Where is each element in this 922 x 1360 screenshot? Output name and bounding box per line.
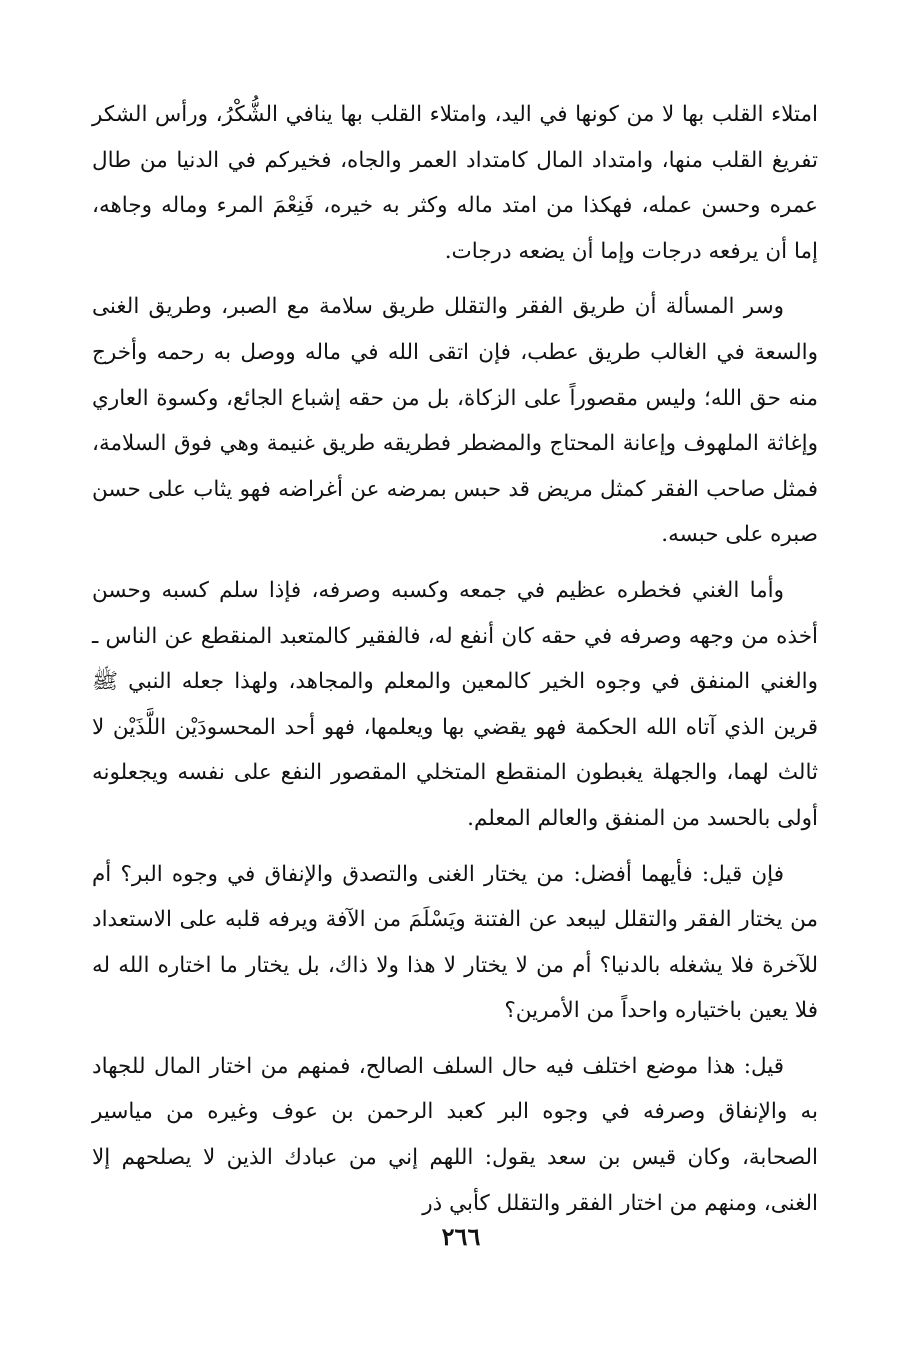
paragraph-3: وأما الغني فخطره عظيم في جمعه وكسبه وصرفه، فإذا سلم كسبه وحسن أخذه من وجهه وصرفه في حقه كان أنفع له، فالفقير كالمتعبد المنقطع عن الناس ـ والغني المنفق في وجوه الخير كالمعين والمعلم والمجاهد، ولهذا جعله النبي ﷺ قرين الذي آتاه الله الحكمة فهو يقضي بها ويعلمها، فهو أحد المحسودَيْن اللَّذَيْن لا ثالث لهما، والجهلة يغبطون المنقطع المتخلي المقصور النفع على نفسه ويجعلونه أولى بالحسد من المنفق والعالم المعلم.	[92, 577, 818, 831]
paragraph-4: فإن قيل: فأيهما أفضل: من يختار الغنى والتصدق والإنفاق في وجوه البر؟ أم من يختار الفقر والتقلل ليبعد عن الفتنة ويَسْلَمَ من الآفة ويرفه قلبه على الاستعداد للآخرة فلا يشغله بالدنيا؟ أم من لا يختار لا هذا ولا ذاك، بل يختار ما اختاره الله له فلا يعين باختياره واحداً من الأمرين؟	[92, 861, 818, 1024]
paragraph-2: وسر المسألة أن طريق الفقر والتقلل طريق سلامة مع الصبر، وطريق الغنى والسعة في الغالب طريق عطب، فإن اتقى الله في ماله ووصل به رحمه وأخرج منه حق الله؛ وليس مقصوراً على الزكاة، بل من حقه إشباع الجائع، وكسوة العاري وإغاثة الملهوف وإعانة المحتاج والمضطر فطريقه طريق غنيمة وهي فوق السلامة، فمثل صاحب الفقر كمثل مريض قد حبس بمرضه عن أغراضه فهو يثاب على حسن صبره على حبسه.	[92, 294, 818, 548]
paragraph-5: قيل: هذا موضع اختلف فيه حال السلف الصالح، فمنهم من اختار المال للجهاد به والإنفاق وصرفه في وجوه البر كعبد الرحمن بن عوف وغيره من مياسير الصحابة، وكان قيس بن سعد يقول: اللهم إني من عبادك الذين لا يصلحهم إلا الغنى، ومنهم من اختار الفقر والتقلل كأبي ذر	[92, 1053, 818, 1216]
page-body	[92, 92, 818, 1226]
page-number: ٢٦٦	[441, 1222, 481, 1251]
paragraph-1: امتلاء القلب بها لا من كونها في اليد، وامتلاء القلب بها ينافي الشُّكْرُ، ورأس الشكر تفريغ القلب منها، وامتداد المال كامتداد العمر والجاه، فخيركم في الدنيا من طال عمره وحسن عمله، فهكذا من امتد ماله وكثر به خيره، فَنِعْمَ المرء وماله وجاهه، إما أن يرفعه درجات وإما أن يضعه درجات.	[92, 102, 818, 264]
